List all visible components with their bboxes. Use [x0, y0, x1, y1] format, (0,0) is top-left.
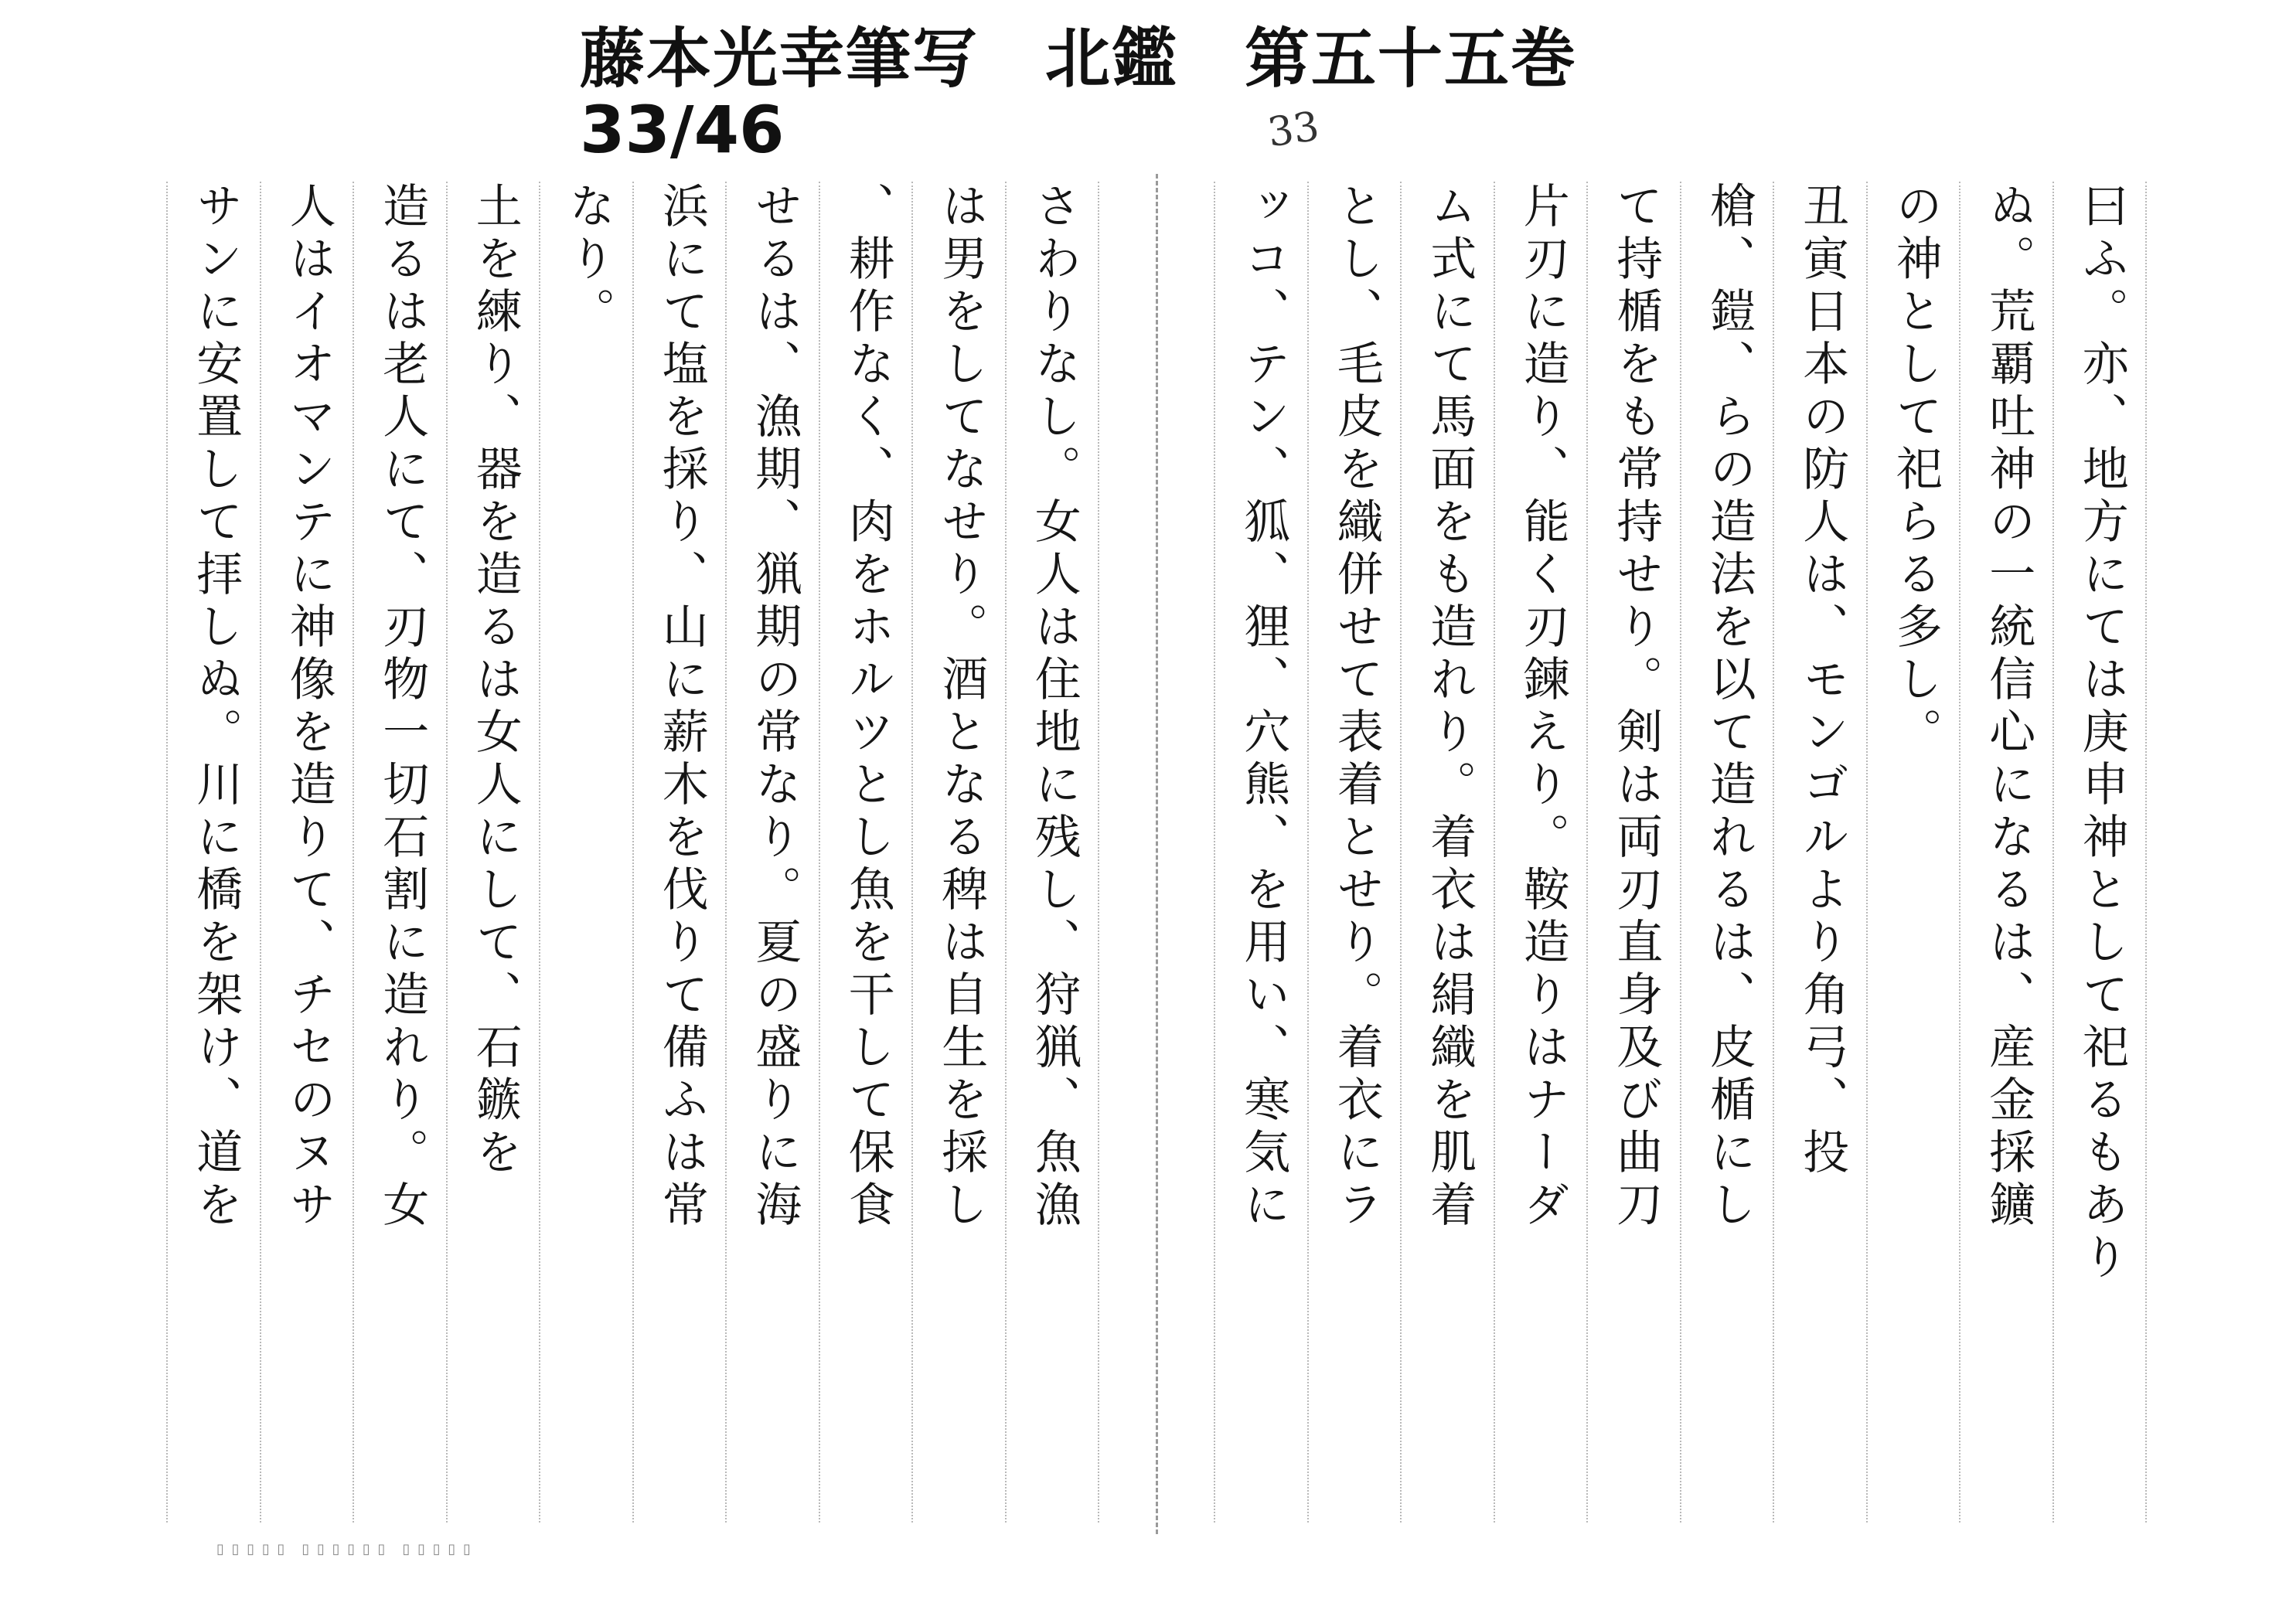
grid-line [1400, 182, 1402, 1523]
manuscript-column: 槍、鎧、らの造法を以て造れるは、皮楯にし [1702, 182, 1756, 1233]
paper-imprint: ▯ ▯ ▯ ▯ ▯ ▯ ▯ ▯ ▯ ▯ ▯ ▯ ▯ ▯ ▯ ▯ [216, 1541, 472, 1557]
page-header [580, 23, 1577, 166]
manuscript-column: せるは、漁期、猟期の常なり。夏の盛りに海 [748, 182, 802, 1233]
manuscript-grid [166, 182, 2145, 1523]
manuscript-column: 人はイオマンテに神像を造りて、チセのヌサ [281, 182, 336, 1233]
manuscript-column: は男をしてなせり。酒となる稗は自生を採し [934, 182, 989, 1233]
manuscript-column: 丑寅日本の防人は、モンゴルより角弓、投 [1795, 182, 1850, 1180]
grid-line [2052, 182, 2054, 1523]
manuscript-column: ッコ、テン、狐、狸、穴熊、を用い、寒気に [1236, 182, 1291, 1233]
grid-line [1214, 182, 1215, 1523]
folio-mark: 33 [1265, 103, 1323, 157]
manuscript-column: 土を練り、器を造るは女人にして、石鏃を [468, 182, 523, 1180]
manuscript-column: の神として祀らる多し。 [1888, 182, 1943, 760]
grid-line [1098, 182, 1099, 1523]
document-title: 藤本光幸筆写 北鑑 第五十五巻 [580, 21, 1578, 97]
grid-line [1866, 182, 1868, 1523]
grid-line [1494, 182, 1495, 1523]
manuscript-column: ム式にて馬面をも造れり。着衣は絹織を肌着 [1422, 182, 1477, 1233]
page-number: 33/46 [580, 92, 785, 168]
manuscript-column: 、耕作なく、肉をホルツとし魚を干して保食 [840, 182, 895, 1233]
manuscript-column: 曰ふ。亦、地方にては庚申神として祀るもあり [2074, 182, 2129, 1285]
grid-line [1959, 182, 1960, 1523]
grid-line [446, 182, 448, 1523]
manuscript-column: とし、毛皮を織併せて表着とせり。着衣にラ [1329, 182, 1384, 1233]
grid-line [166, 182, 168, 1523]
manuscript-column: サンに安置して拝しぬ。川に橋を架け、道を [189, 182, 244, 1233]
grid-line [1586, 182, 1588, 1523]
manuscript-column: て持楯をも常持せり。剣は両刃直身及び曲刀 [1609, 182, 1664, 1233]
grid-line [911, 182, 913, 1523]
page-gutter [1156, 174, 1158, 1534]
manuscript-column: なり。 [561, 182, 616, 339]
grid-line [725, 182, 727, 1523]
grid-line [539, 182, 540, 1523]
grid-line [260, 182, 261, 1523]
manuscript-column: さわりなし。女人は住地に残し、狩猟、魚漁 [1027, 182, 1082, 1233]
grid-line [1773, 182, 1774, 1523]
manuscript-column: 浜にて塩を採り、山に薪木を伐りて備ふは常 [654, 182, 709, 1233]
grid-line [632, 182, 634, 1523]
grid-line [353, 182, 354, 1523]
grid-line [2145, 182, 2147, 1523]
grid-line [1680, 182, 1681, 1523]
grid-line [1307, 182, 1309, 1523]
grid-line [819, 182, 820, 1523]
grid-line [1005, 182, 1007, 1523]
manuscript-column: 片刃に造り、能く刃鍊えり。鞍造りはナーダ [1515, 182, 1570, 1233]
manuscript-column: ぬ。荒覇吐神の一統信心になるは、産金採鑛 [1981, 182, 2036, 1233]
manuscript-column: 造るは老人にて、刃物一切石割に造れり。女 [375, 182, 430, 1233]
